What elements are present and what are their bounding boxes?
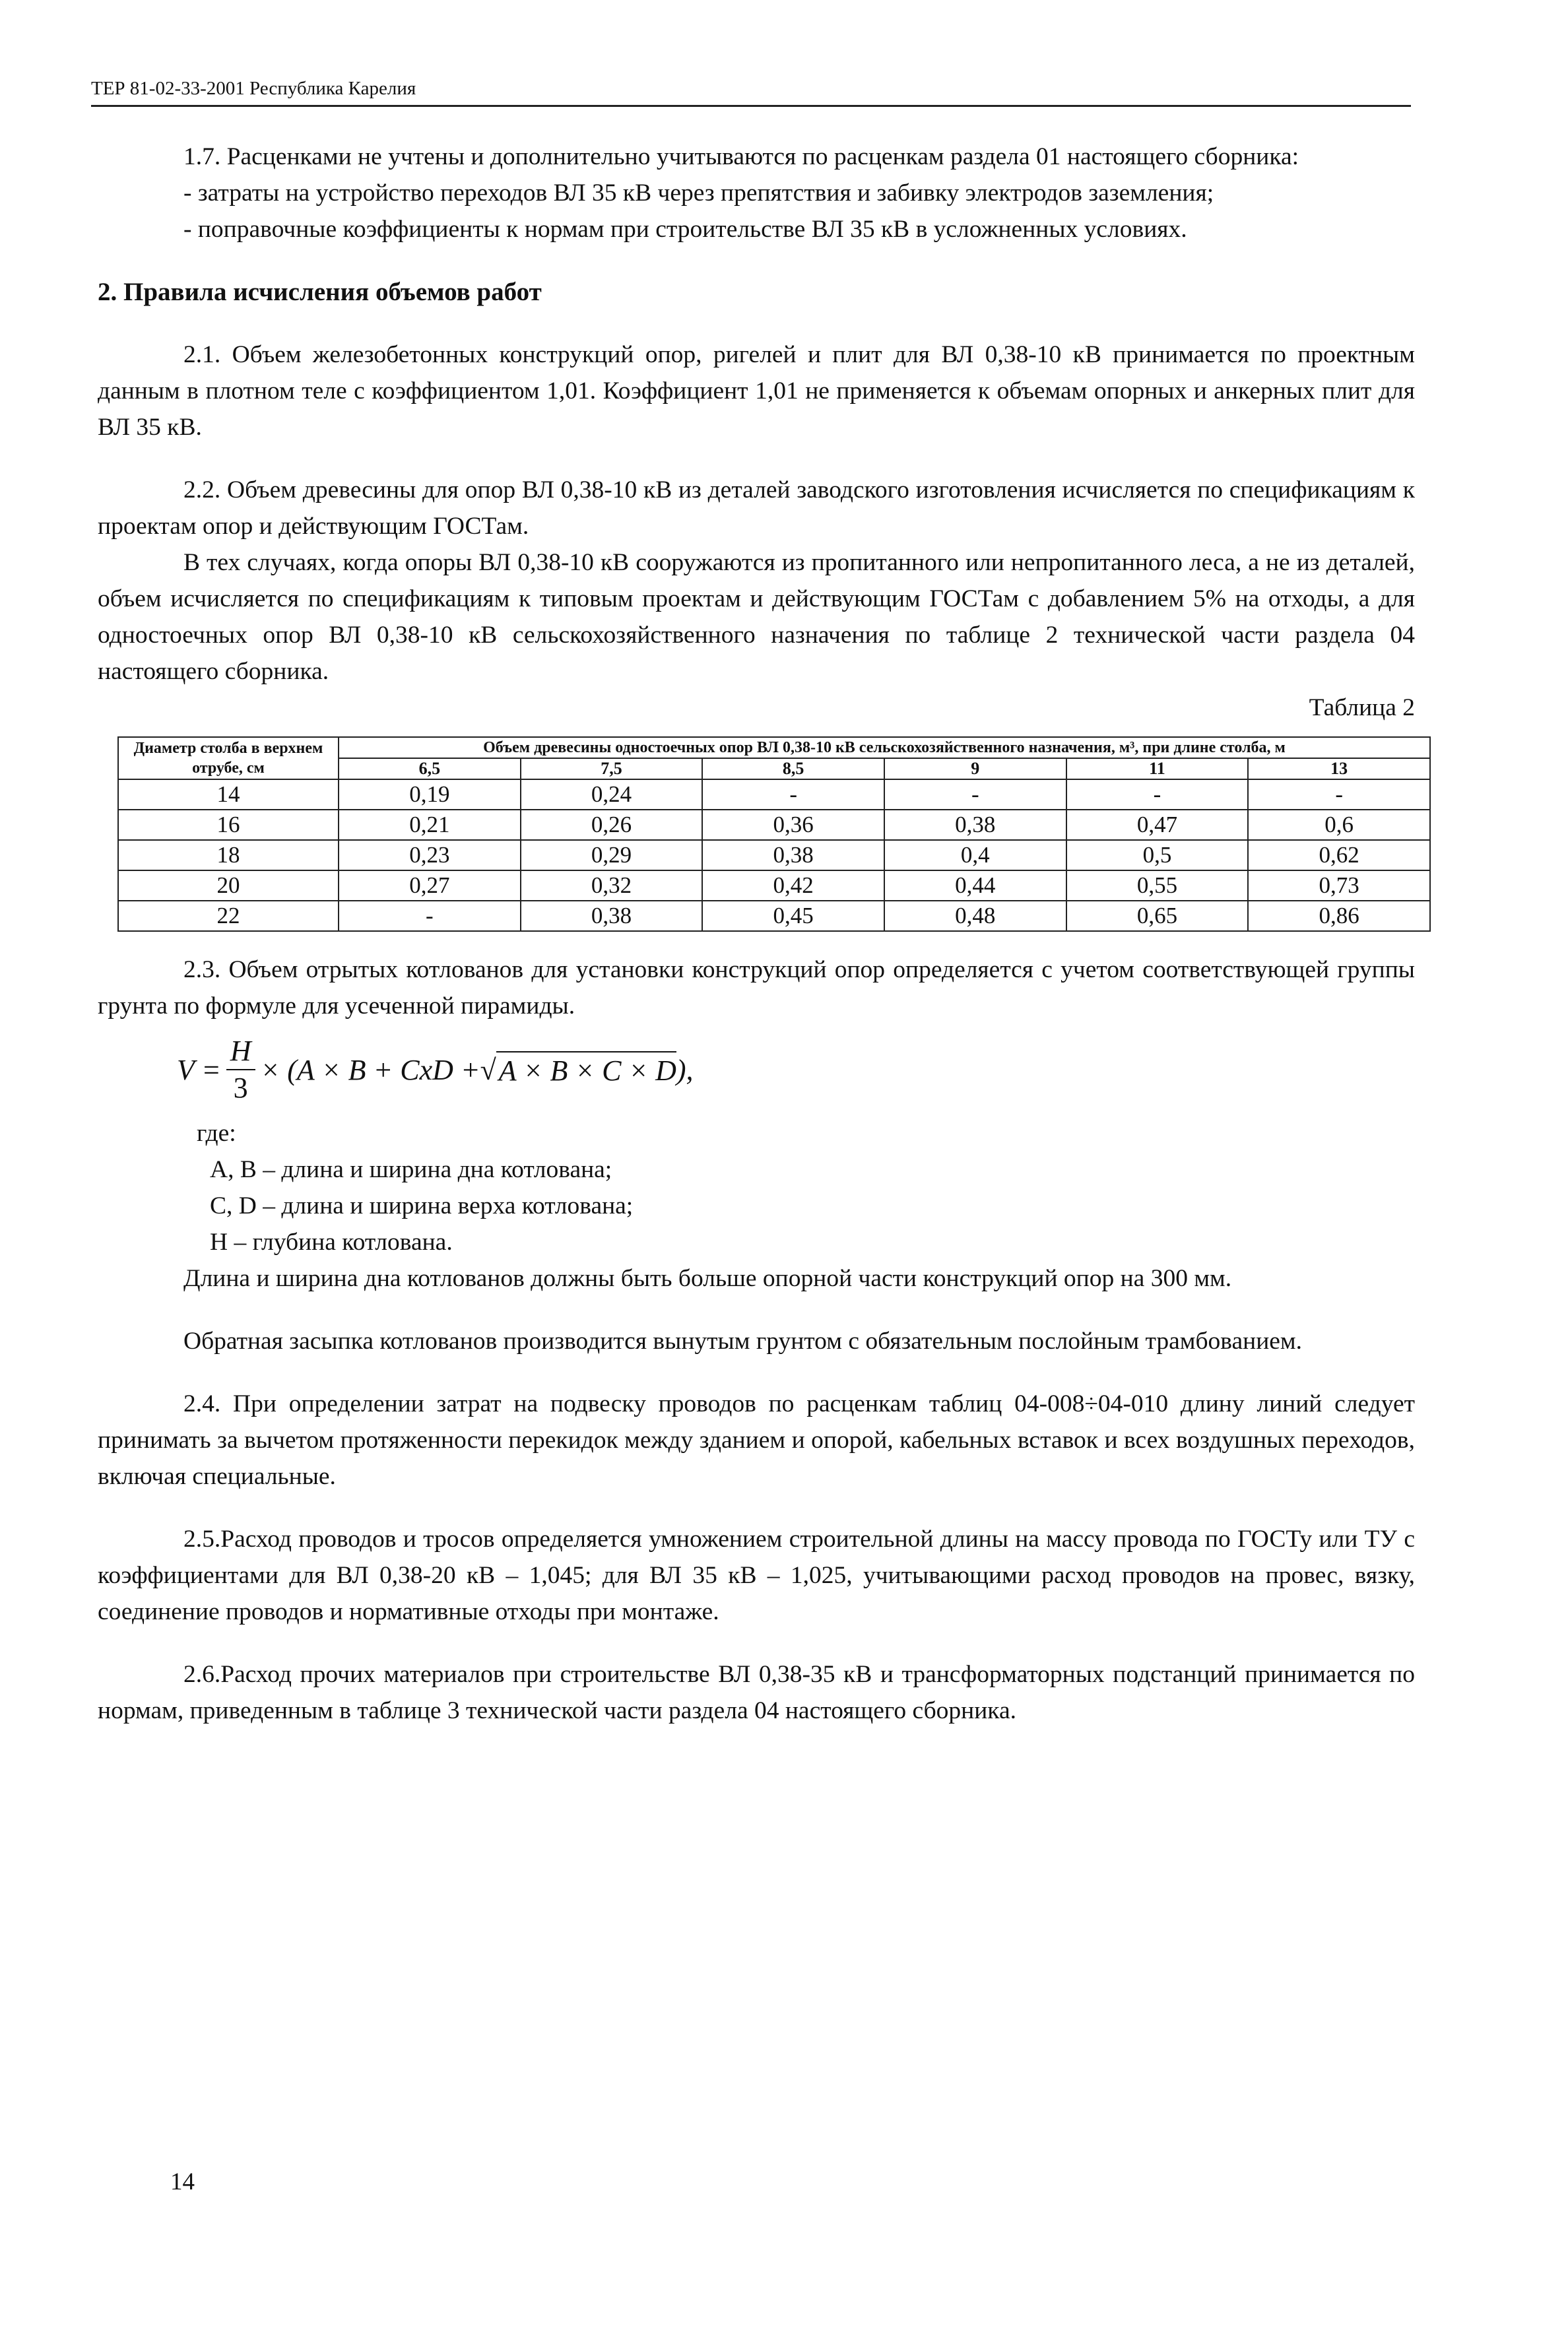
table-cell-volume: 0,55 (1066, 870, 1249, 901)
table-cell-volume: 0,65 (1066, 901, 1249, 931)
table-cell-diameter: 22 (118, 901, 339, 931)
volume-formula (177, 1033, 1415, 1106)
table-cell-volume: 0,38 (521, 901, 703, 931)
paragraph-2-2: 2.2. Объем древесины для опор ВЛ 0,38-10 кВ из деталей заводского изготовления исчисляется по спецификациям к проектам опор и действующим ГОСТам. (98, 476, 1415, 540)
formula-middle: × (A × B + CxD + (260, 1053, 480, 1086)
table-cell-volume: - (1066, 779, 1249, 810)
table-cell-volume: 0,47 (1066, 810, 1249, 840)
where-label: где: (197, 1120, 236, 1147)
paragraph-1-7-item-1: - затраты на устройство переходов ВЛ 35 кВ через препятствия и забивку электродов заземления; (183, 179, 1214, 207)
sqrt-icon: √ (480, 1053, 496, 1086)
table-cell-volume: 0,24 (521, 779, 703, 810)
table-cell-volume: 0,38 (702, 840, 884, 870)
table-cell-volume: 0,6 (1248, 810, 1430, 840)
paragraph-1-7: 1.7. Расценками не учтены и дополнительно учитываются по расценкам раздела 01 настоящего сборника: (183, 143, 1299, 170)
definition-ab: А, В – длина и ширина дна котлована; (210, 1156, 612, 1183)
paragraph-2-3-bottom: Длина и ширина дна котлованов должны быть больше опорной части конструкций опор на 300 мм. (183, 1265, 1232, 1292)
definition-cd: С, D – длина и ширина верха котлована; (210, 1192, 634, 1219)
table-cell-volume: 0,19 (339, 779, 521, 810)
table-cell-diameter: 20 (118, 870, 339, 901)
table-row (118, 779, 1430, 810)
table-cell-volume: 0,42 (702, 870, 884, 901)
table-header-length: 9 (884, 758, 1066, 779)
table-header-length: 11 (1066, 758, 1249, 779)
paragraph-2-3-backfill: Обратная засыпка котлованов производится вынутым грунтом с обязательным послойным трамбованием. (183, 1328, 1303, 1355)
paragraph-2-6: 2.6.Расход прочих материалов при строительстве ВЛ 0,38-35 кВ и трансформаторных подстанций принимается по нормам, приведенным в таблице 3 технической части раздела 04 настоящего сборника. (98, 1661, 1415, 1724)
table-2 (117, 736, 1431, 932)
table-cell-volume: 0,21 (339, 810, 521, 840)
formula-denominator: 3 (233, 1072, 248, 1104)
table-2-caption: Таблица 2 (1309, 694, 1415, 721)
table-row (118, 870, 1430, 901)
table-cell-volume: - (339, 901, 521, 931)
table-cell-diameter: 16 (118, 810, 339, 840)
paragraph-2-5: 2.5.Расход проводов и тросов определяется умножением строительной длины на массу провода по ГОСТу или ТУ с коэффициентами для ВЛ 0,38-20 кВ – 1,045; для ВЛ 35 кВ – 1,025, учитывающими расход проводов на провес, вязку, соединение проводов и нормативные отходы при монтаже. (98, 1526, 1415, 1625)
section-2-heading: 2. Правила исчисления объемов работ (98, 278, 542, 306)
table-header-length: 6,5 (339, 758, 521, 779)
table-cell-volume: 0,23 (339, 840, 521, 870)
table-row (118, 901, 1430, 931)
table-cell-volume: 0,4 (884, 840, 1066, 870)
formula-tail: ), (676, 1053, 694, 1086)
table-cell-volume: - (884, 779, 1066, 810)
table-header-length: 8,5 (702, 758, 884, 779)
paragraph-2-3: 2.3. Объем отрытых котлованов для установки конструкций опор определяется с учетом соответствующей группы грунта по формуле для усеченной пирамиды. (98, 956, 1415, 1019)
table-cell-volume: - (702, 779, 884, 810)
page-number: 14 (170, 2168, 195, 2195)
table-row (118, 810, 1430, 840)
table-cell-volume: 0,48 (884, 901, 1066, 931)
table-cell-diameter: 14 (118, 779, 339, 810)
table-cell-volume: 0,62 (1248, 840, 1430, 870)
definition-h: Н – глубина котлована. (210, 1229, 453, 1256)
paragraph-2-2-cont: В тех случаях, когда опоры ВЛ 0,38-10 кВ сооружаются из пропитанного или непропитанного леса, а не из деталей, объем исчисляется по спецификациям к типовым проектам и действующим ГОСТам с добавлением 5% на отходы, а для одностоечных опор ВЛ 0,38-10 кВ сельскохозяйственного назначения по таблице 2 технической части раздела 04 настоящего сборника. (98, 549, 1415, 685)
table-cell-volume: 0,86 (1248, 901, 1430, 931)
formula-fraction (226, 1033, 255, 1106)
table-cell-volume: - (1248, 779, 1430, 810)
table-cell-volume: 0,38 (884, 810, 1066, 840)
table-cell-diameter: 18 (118, 840, 339, 870)
table-cell-volume: 0,36 (702, 810, 884, 840)
table-cell-volume: 0,32 (521, 870, 703, 901)
formula-sqrt-content: A × B × C × D (496, 1051, 676, 1089)
table-header-length: 7,5 (521, 758, 703, 779)
document-body (98, 139, 1415, 1729)
paragraph-1-7-item-2: - поправочные коэффициенты к нормам при строительстве ВЛ 35 кВ в усложненных условиях. (183, 216, 1187, 243)
table-cell-volume: 0,44 (884, 870, 1066, 901)
table-cell-volume: 0,45 (702, 901, 884, 931)
table-header-volume: Объем древесины одностоечных опор ВЛ 0,38-10 кВ сельскохозяйственного назначения, м³, при длине столба, м (339, 737, 1430, 758)
table-cell-volume: 0,73 (1248, 870, 1430, 901)
formula-lhs: V = (177, 1053, 221, 1086)
table-cell-volume: 0,5 (1066, 840, 1249, 870)
table-cell-volume: 0,29 (521, 840, 703, 870)
formula-definitions (98, 1115, 1415, 1260)
table-cell-volume: 0,27 (339, 870, 521, 901)
table-cell-volume: 0,26 (521, 810, 703, 840)
table-row (118, 840, 1430, 870)
paragraph-2-4: 2.4. При определении затрат на подвеску проводов по расценкам таблиц 04-008÷04-010 длину линий следует принимать за вычетом протяженности перекидок между зданием и опорой, кабельных вставок и всех воздушных переходов, включая специальные. (98, 1390, 1415, 1490)
paragraph-2-1: 2.1. Объем железобетонных конструкций опор, ригелей и плит для ВЛ 0,38-10 кВ принимается по проектным данным в плотном теле с коэффициентом 1,01. Коэффициент 1,01 не применяется к объемам опорных и анкерных плит для ВЛ 35 кВ. (98, 341, 1415, 441)
formula-numerator: H (226, 1033, 255, 1070)
table-header-length: 13 (1248, 758, 1430, 779)
page-header: ТЕР 81-02-33-2001 Республика Карелия (91, 78, 1411, 107)
table-body (118, 779, 1430, 931)
table-header-diameter: Диаметр столба в верхнем отрубе, см (118, 737, 339, 779)
